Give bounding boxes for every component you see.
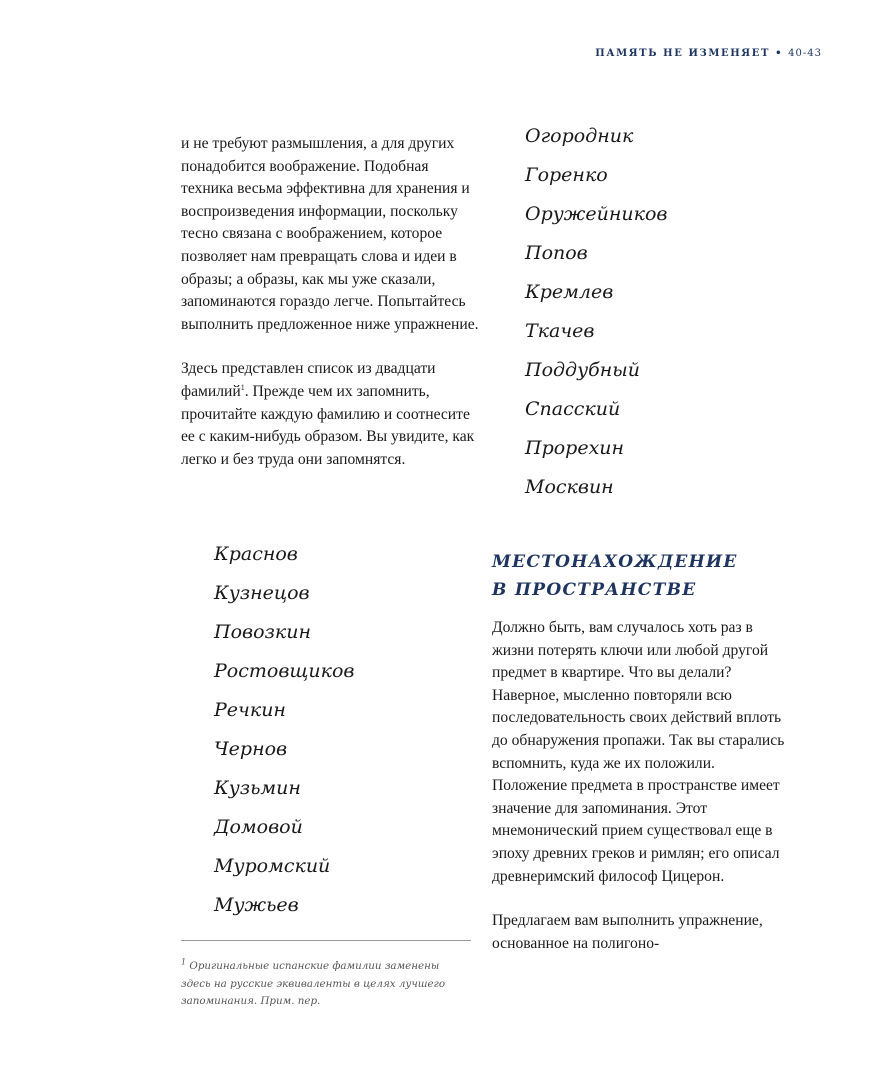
surname-item: Повозкин bbox=[214, 621, 311, 643]
surname-item: Горенко bbox=[525, 164, 608, 186]
left-paragraph-1: и не требуют размышления, а для других понадобится воображение. Подобная техника весьма эффективна для хранения и воспроизведения информации, поскольку тесно связана с воображением, которое позволяет нам превращать слова и идеи в образы; а образы, как мы уже сказали, запоминаются гораздо легче. Попытайтесь выполнить предложенное ниже упражнение. bbox=[181, 135, 479, 333]
surname-item: Речкин bbox=[214, 699, 286, 721]
surname-item: Краснов bbox=[214, 543, 298, 565]
section-heading-line-2: В ПРОСТРАНСТВЕ bbox=[492, 580, 697, 600]
surname-item: Москвин bbox=[525, 476, 614, 498]
footnote-mark: 1 bbox=[181, 957, 187, 967]
right-column-text bbox=[492, 617, 792, 955]
surname-item: Прорехин bbox=[525, 437, 625, 459]
surname-item: Домовой bbox=[214, 816, 303, 838]
surname-list-left bbox=[214, 535, 354, 925]
surname-item: Оружейников bbox=[525, 203, 668, 225]
surname-item: Огородник bbox=[525, 125, 634, 147]
surname-item: Спасский bbox=[525, 398, 621, 420]
surname-item: Кузнецов bbox=[214, 582, 310, 604]
surname-item: Ростовщиков bbox=[214, 660, 355, 682]
left-column bbox=[181, 133, 481, 471]
footnote bbox=[181, 958, 466, 1011]
surname-item: Ткачев bbox=[525, 320, 595, 342]
left-paragraph-2 bbox=[181, 358, 481, 471]
surname-item: Кремлев bbox=[525, 281, 614, 303]
right-paragraph-2: Предлагаем вам выполнить упражнение, основанное на полигоно- bbox=[492, 912, 763, 952]
surname-item: Попов bbox=[525, 242, 588, 264]
left-paragraph-2-start: Здесь представлен список из двадцати фамилий bbox=[181, 360, 436, 400]
left-paragraph-2-end: . Прежде чем их запомнить, прочитайте каждую фамилию и соотнесите ее с каким-нибудь образом. Вы увидите, как легко и без труда они запомнятся. bbox=[181, 382, 475, 468]
surname-list-right bbox=[525, 117, 667, 507]
running-header-separator: • bbox=[775, 48, 784, 59]
surname-item: Поддубный bbox=[525, 359, 640, 381]
footnote-divider bbox=[181, 940, 471, 941]
section-heading bbox=[492, 548, 738, 604]
page-numbers: 40-43 bbox=[788, 48, 822, 59]
running-header bbox=[595, 48, 822, 59]
surname-item: Муромский bbox=[214, 855, 331, 877]
surname-item: Кузьмин bbox=[214, 777, 301, 799]
footnote-text: Оригинальные испанские фамилии заменены здесь на русские эквиваленты в целях лучшего запоминания. Прим. пер. bbox=[181, 960, 446, 1007]
running-header-title: ПАМЯТЬ НЕ ИЗМЕНЯЕТ bbox=[595, 48, 770, 59]
footnote-reference: 1 bbox=[240, 382, 245, 392]
surname-item: Мужьев bbox=[214, 894, 299, 916]
surname-item: Чернов bbox=[214, 738, 288, 760]
right-paragraph-1: Должно быть, вам случалось хоть раз в жизни потерять ключи или любой другой предмет в квартире. Что вы делали? Наверное, мысленно повторяли всю последовательность своих действий вплоть до обнаружения пропажи. Так вы старались вспомнить, куда же их положили. Положение предмета в пространстве имеет значение для запоминания. Этот мнемонический прием существовал еще в эпоху древних греков и римлян; его описал древнеримский философ Цицерон. bbox=[492, 619, 785, 885]
section-heading-line-1: МЕСТОНАХОЖДЕНИЕ bbox=[492, 552, 738, 572]
